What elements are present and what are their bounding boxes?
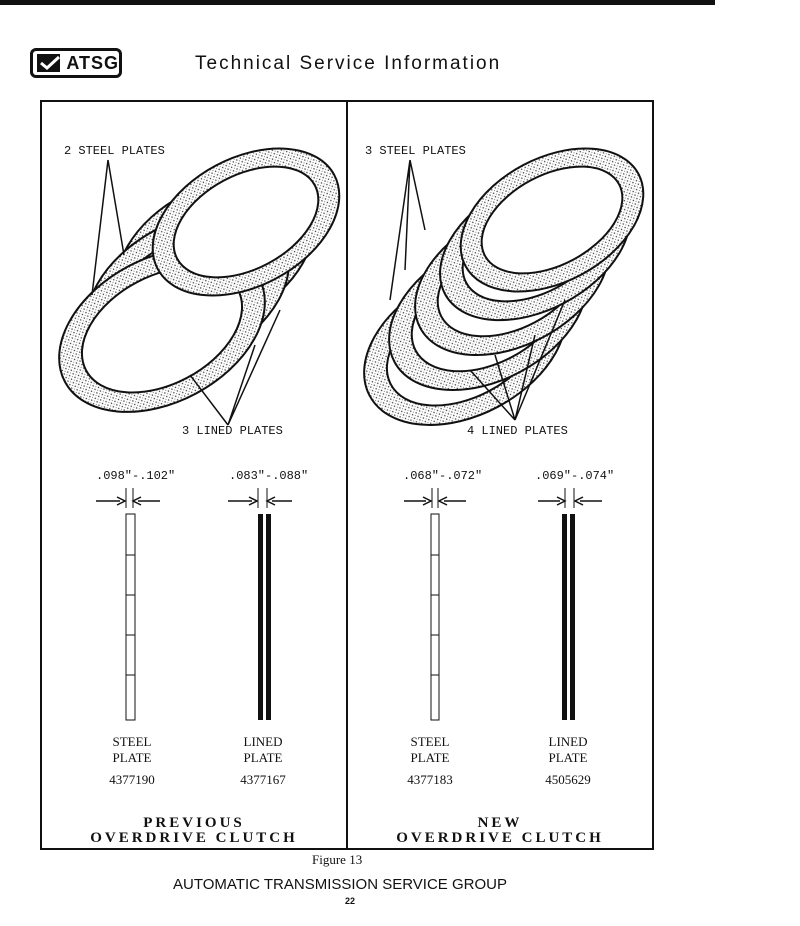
new-lined-plate-section: [538, 488, 602, 720]
logo-text: ATSG: [66, 52, 119, 73]
new-lined-callout: 4 LINED PLATES: [467, 424, 568, 438]
previous-title-line1: PREVIOUS: [143, 815, 245, 831]
previous-panel-title: [44, 816, 344, 846]
figure-caption: Figure 13: [312, 852, 363, 867]
previous-lined-label-line2: PLATE: [243, 750, 283, 765]
new-title-line2: OVERDRIVE CLUTCH: [396, 830, 604, 846]
new-steel-part-number: 4377183: [407, 772, 453, 787]
new-steel-plate-section: [404, 488, 466, 720]
previous-lined-label: [231, 734, 295, 788]
previous-steel-label-line2: PLATE: [112, 750, 152, 765]
new-steel-label: [398, 734, 462, 788]
new-lined-label-line2: PLATE: [548, 750, 588, 765]
new-steel-label-line2: PLATE: [410, 750, 450, 765]
previous-steel-label: [100, 734, 164, 788]
previous-steel-thickness: .098"-.102": [96, 469, 176, 483]
previous-steel-part-number: 4377190: [109, 772, 155, 787]
new-lined-label-line1: LINED: [548, 734, 588, 749]
new-title-line1: NEW: [477, 815, 523, 831]
new-steel-callout: 3 STEEL PLATES: [365, 144, 466, 158]
page-number: 22: [345, 896, 356, 906]
new-lined-thickness: .069"-.074": [535, 469, 615, 483]
previous-lined-thickness: .083"-.088": [229, 469, 309, 483]
previous-steel-callout: 2 STEEL PLATES: [64, 144, 165, 158]
previous-lined-part-number: 4377167: [240, 772, 286, 787]
footer-org: AUTOMATIC TRANSMISSION SERVICE GROUP: [173, 876, 507, 893]
new-steel-label-line1: STEEL: [410, 734, 450, 749]
new-clutch-pack: [337, 119, 668, 457]
new-steel-thickness: .068"-.072": [403, 469, 483, 483]
previous-clutch-pack: [31, 119, 364, 446]
new-panel-title: [348, 816, 652, 846]
page-title: Technical Service Information: [195, 53, 502, 74]
previous-title-line2: OVERDRIVE CLUTCH: [90, 830, 298, 846]
new-lined-label: [536, 734, 600, 788]
previous-lined-callout: 3 LINED PLATES: [182, 424, 283, 438]
previous-lined-label-line1: LINED: [243, 734, 283, 749]
new-lined-part-number: 4505629: [545, 772, 591, 787]
previous-steel-label-line1: STEEL: [112, 734, 152, 749]
previous-steel-plate-section: [96, 488, 160, 720]
previous-lined-plate-section: [228, 488, 292, 720]
